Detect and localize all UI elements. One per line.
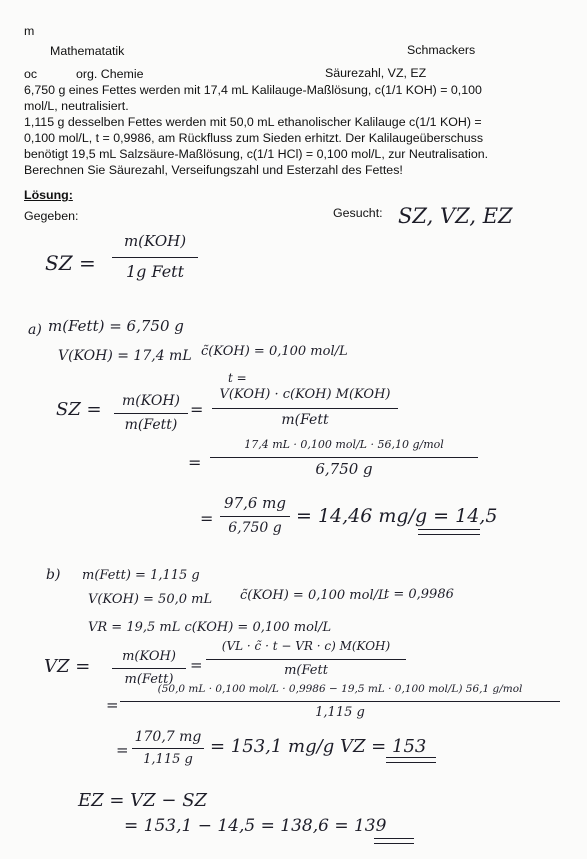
part-b-fraction-4-denominator: 1,115 g xyxy=(143,752,193,767)
ez-calculation: = 153,1 − 14,5 = 138,6 = 139 xyxy=(124,816,387,836)
sought-value: SZ, VZ, EZ xyxy=(398,204,513,228)
part-b-fraction-4-numerator: 170,7 mg xyxy=(134,729,202,745)
part-b-fraction-3 xyxy=(120,684,560,730)
part-a-equals-1: = xyxy=(190,400,204,419)
part-a-fraction-1 xyxy=(114,394,188,438)
part-b-fraction-1-numerator: m(KOH) xyxy=(122,649,176,664)
part-a-fraction-3-denominator: 6,750 g xyxy=(315,460,373,478)
part-a-fraction-2-numerator: V(KOH) · c(KOH) M(KOH) xyxy=(219,387,391,402)
part-a-fraction-2-denominator: m(Fett xyxy=(281,412,329,428)
fraction-bar xyxy=(212,408,398,409)
topic: org. Chemie xyxy=(76,67,144,81)
task-line-2: mol/L, neutralisiert. xyxy=(24,99,129,113)
part-b-concentration: c̃(KOH) = 0,100 mol/L xyxy=(240,588,387,603)
definition-denominator: 1g Fett xyxy=(125,262,185,281)
part-a-result-underline xyxy=(418,534,480,535)
part-a-fraction-4-denominator: 6,750 g xyxy=(228,520,282,536)
definition-numerator: m(KOH) xyxy=(123,232,187,250)
part-b-fraction-4 xyxy=(132,730,204,774)
part-b-result-underline xyxy=(386,762,436,763)
part-a-sz: SZ = xyxy=(56,399,102,420)
part-b-result-underline xyxy=(386,757,436,758)
part-b-fraction-3-denominator: 1,115 g xyxy=(315,705,365,720)
part-b-equals-2: = xyxy=(106,696,119,714)
part-a-concentration: c̃(KOH) = 0,100 mol/L xyxy=(201,344,348,359)
part-a-fraction-2 xyxy=(212,388,398,432)
part-b-fraction-2-numerator: (VL · c̃ · t − VR · c) M(KOH) xyxy=(221,639,391,653)
part-b-equals-3: = xyxy=(116,741,129,759)
part-b-label: b) xyxy=(46,567,61,583)
part-a-fraction-4-numerator: 97,6 mg xyxy=(224,494,286,512)
part-b-fraction-3-numerator: (50,0 mL · 0,100 mol/L · 0,9986 − 19,5 mL · 0,100 mol/L) 56,1 g/mol xyxy=(157,683,523,695)
part-a-equals-2: = xyxy=(188,453,202,472)
ez-result-underline xyxy=(374,838,414,839)
subject: Mathematatik xyxy=(50,44,125,58)
part-b-mass: m(Fett) = 1,115 g xyxy=(82,568,200,583)
part-a-fraction-1-denominator: m(Fett) xyxy=(124,417,178,433)
part-a-equals-3: = xyxy=(200,509,214,528)
part-a-result-underline xyxy=(418,529,480,530)
part-b-result: = 153,1 mg/g VZ = 153 xyxy=(210,736,427,757)
ez-definition: EZ = VZ − SZ xyxy=(78,790,208,811)
part-a-note: t = xyxy=(228,371,247,385)
part-a-volume: V(KOH) = 17,4 mL xyxy=(58,348,192,364)
fraction-bar xyxy=(206,659,406,660)
fraction-bar xyxy=(114,413,188,414)
part-a-mass: m(Fett) = 6,750 g xyxy=(48,317,184,335)
fraction-bar xyxy=(210,457,478,458)
part-b-vz: VZ = xyxy=(44,656,91,677)
part-a-fraction-1-numerator: m(KOH) xyxy=(122,393,180,409)
task-line-6: Berechnen Sie Säurezahl, Verseifungszahl und Esterzahl des Fettes! xyxy=(24,163,403,177)
task-line-3: 1,115 g desselben Fettes werden mit 50,0 mL ethanolischer Kalilauge c(1/1 KOH) = xyxy=(24,115,482,129)
part-b-fraction-2 xyxy=(206,640,406,686)
corner-mark: m xyxy=(24,24,35,38)
part-b-titer: t = 0,9986 xyxy=(384,587,454,602)
ez-result-underline xyxy=(374,843,414,844)
course-code: oc xyxy=(24,67,38,81)
part-b-volume: V(KOH) = 50,0 mL xyxy=(88,592,213,607)
fraction-bar xyxy=(132,748,204,749)
fraction-bar xyxy=(220,516,290,517)
part-a-fraction-3-numerator: 17,4 mL · 0,100 mol/L · 56,10 g/mol xyxy=(244,438,444,451)
part-b-equals-1: = xyxy=(190,656,203,674)
part-b-fraction-2-denominator: m(Fett xyxy=(284,663,328,678)
part-a-label: a) xyxy=(28,322,42,338)
part-b-residual-volume: VR = 19,5 mL c(KOH) = 0,100 mol/L xyxy=(88,620,332,635)
task-line-1: 6,750 g eines Fettes werden mit 17,4 mL Kalilauge-Maßlösung, c(1/1 KOH) = 0,100 xyxy=(24,83,482,97)
author: Schmackers xyxy=(407,43,476,57)
sought-label: Gesucht: xyxy=(333,206,383,220)
fraction-bar xyxy=(112,668,186,669)
part-a-fraction-4 xyxy=(220,496,290,542)
task-line-5: benötigt 19,5 mL Salzsäure-Maßlösung, c(1/1 HCl) = 0,100 mol/L, zur Neutralisation. xyxy=(24,147,489,161)
solution-heading: Lösung: xyxy=(24,188,73,202)
sheet-title: Säurezahl, VZ, EZ xyxy=(325,66,427,80)
task-line-4: 0,100 mol/L, t = 0,9986, am Rückfluss zum Sieden erhitzt. Der Kalilaugeüberschuss xyxy=(24,131,484,145)
part-a-result: = 14,46 mg/g = 14,5 xyxy=(296,505,498,527)
definition-lhs: SZ = xyxy=(45,251,96,275)
part-b-fraction-1-denominator: m(Fett) xyxy=(124,672,174,687)
fraction-bar xyxy=(112,257,198,258)
part-a-fraction-3 xyxy=(210,439,478,485)
fraction-bar xyxy=(120,701,560,702)
definition-fraction xyxy=(112,234,198,290)
given-label: Gegeben: xyxy=(24,209,79,223)
